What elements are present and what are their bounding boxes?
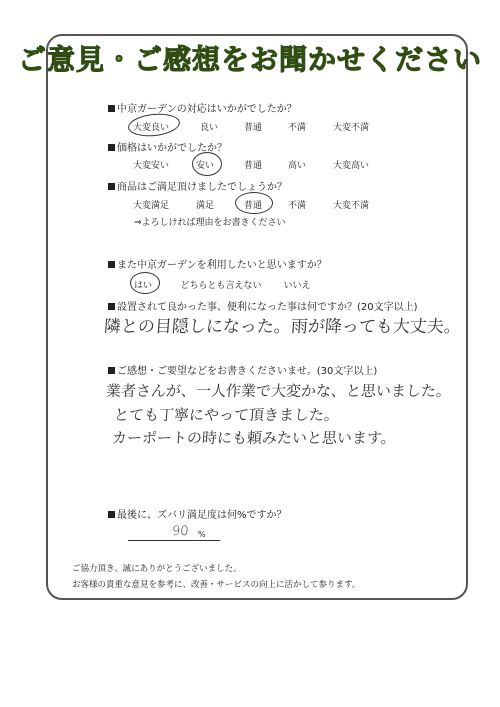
- q2-option-4[interactable]: 高い: [287, 161, 306, 171]
- survey-title: ご意見・ご感想をお聞かせください: [17, 43, 482, 76]
- q5-handwritten-answer: 隣との目隠しになった。雨が降っても大丈夫。: [103, 317, 462, 337]
- q1-option-2[interactable]: 良い: [199, 123, 218, 133]
- question-6: [108, 362, 377, 377]
- bullet-square-icon: [108, 105, 115, 112]
- q3-option-2[interactable]: 満足: [195, 201, 214, 211]
- q2-option-1[interactable]: 大変安い: [132, 161, 169, 171]
- bullet-square-icon: [108, 144, 115, 151]
- question-4: [108, 256, 327, 271]
- q2-option-2[interactable]: 安い: [195, 161, 214, 171]
- footer-note: お客様の貴重な意見を参考に、改善・サービスの向上に活かして参ります。: [72, 580, 361, 590]
- q2-option-5[interactable]: 大変高い: [332, 161, 369, 171]
- q2-selection-circle: [192, 152, 222, 176]
- q3-option-4[interactable]: 不満: [287, 201, 306, 211]
- bullet-square-icon: [108, 261, 115, 268]
- q7-handwritten-answer: 90: [171, 524, 190, 539]
- question-6-text: ご感想・ご要望などをお書きくださいませ。(30文字以上): [117, 366, 378, 377]
- question-2-text: 価格はいかがでしたか？: [117, 143, 227, 154]
- bullet-square-icon: [108, 367, 115, 374]
- q2-option-3[interactable]: 普通: [243, 161, 262, 171]
- q6-handwritten-line-2: とても丁寧にやって頂きました。: [113, 406, 340, 424]
- q3-selection-circle: [235, 192, 273, 214]
- question-3: [108, 178, 287, 193]
- q1-option-3[interactable]: 普通: [243, 123, 262, 133]
- q3-option-3[interactable]: 普通: [243, 201, 262, 211]
- question-4-text: また中京ガーデンを利用したいと思いますか？: [117, 260, 327, 271]
- q4-option-2[interactable]: どちらとも言えない: [180, 281, 262, 291]
- question-1: [108, 100, 297, 115]
- q3-followup: ⇒よろしければ理由をお書きください: [134, 218, 286, 228]
- bullet-square-icon: [108, 511, 115, 518]
- q3-option-5[interactable]: 大変不満: [332, 201, 369, 211]
- bullet-square-icon: [108, 183, 115, 190]
- question-5-text: 設置されて良かった事、便利になった事は何ですか？(20文字以上): [117, 302, 418, 313]
- question-7-text: 最後に、ズバリ満足度は何%ですか？: [117, 510, 287, 521]
- q7-unit: %: [198, 530, 206, 539]
- q1-option-5[interactable]: 大変不満: [332, 123, 369, 133]
- footer-thanks: ご協力頂き、誠にありがとうございました。: [72, 564, 242, 574]
- q1-option-4[interactable]: 不満: [287, 123, 306, 133]
- q1-option-1[interactable]: 大変良い: [132, 123, 169, 133]
- q6-handwritten-line-1: 業者さんが、一人作業で大変かな、と思いました。: [105, 382, 452, 400]
- question-1-text: 中京ガーデンの対応はいかがでしたか？: [117, 104, 297, 115]
- question-7: [108, 506, 287, 521]
- question-3-text: 商品はご満足頂けましたでしょうか？: [117, 182, 287, 193]
- q6-handwritten-line-3: カーポートの時にも頼みたいと思います。: [111, 429, 397, 447]
- q4-option-1[interactable]: はい: [133, 281, 152, 291]
- q3-option-1[interactable]: 大変満足: [132, 201, 169, 211]
- q4-option-3[interactable]: いいえ: [283, 281, 311, 291]
- bullet-square-icon: [108, 303, 115, 310]
- question-5: [108, 298, 418, 313]
- q4-selection-circle: [130, 272, 160, 294]
- q7-answer-underline: [128, 540, 220, 541]
